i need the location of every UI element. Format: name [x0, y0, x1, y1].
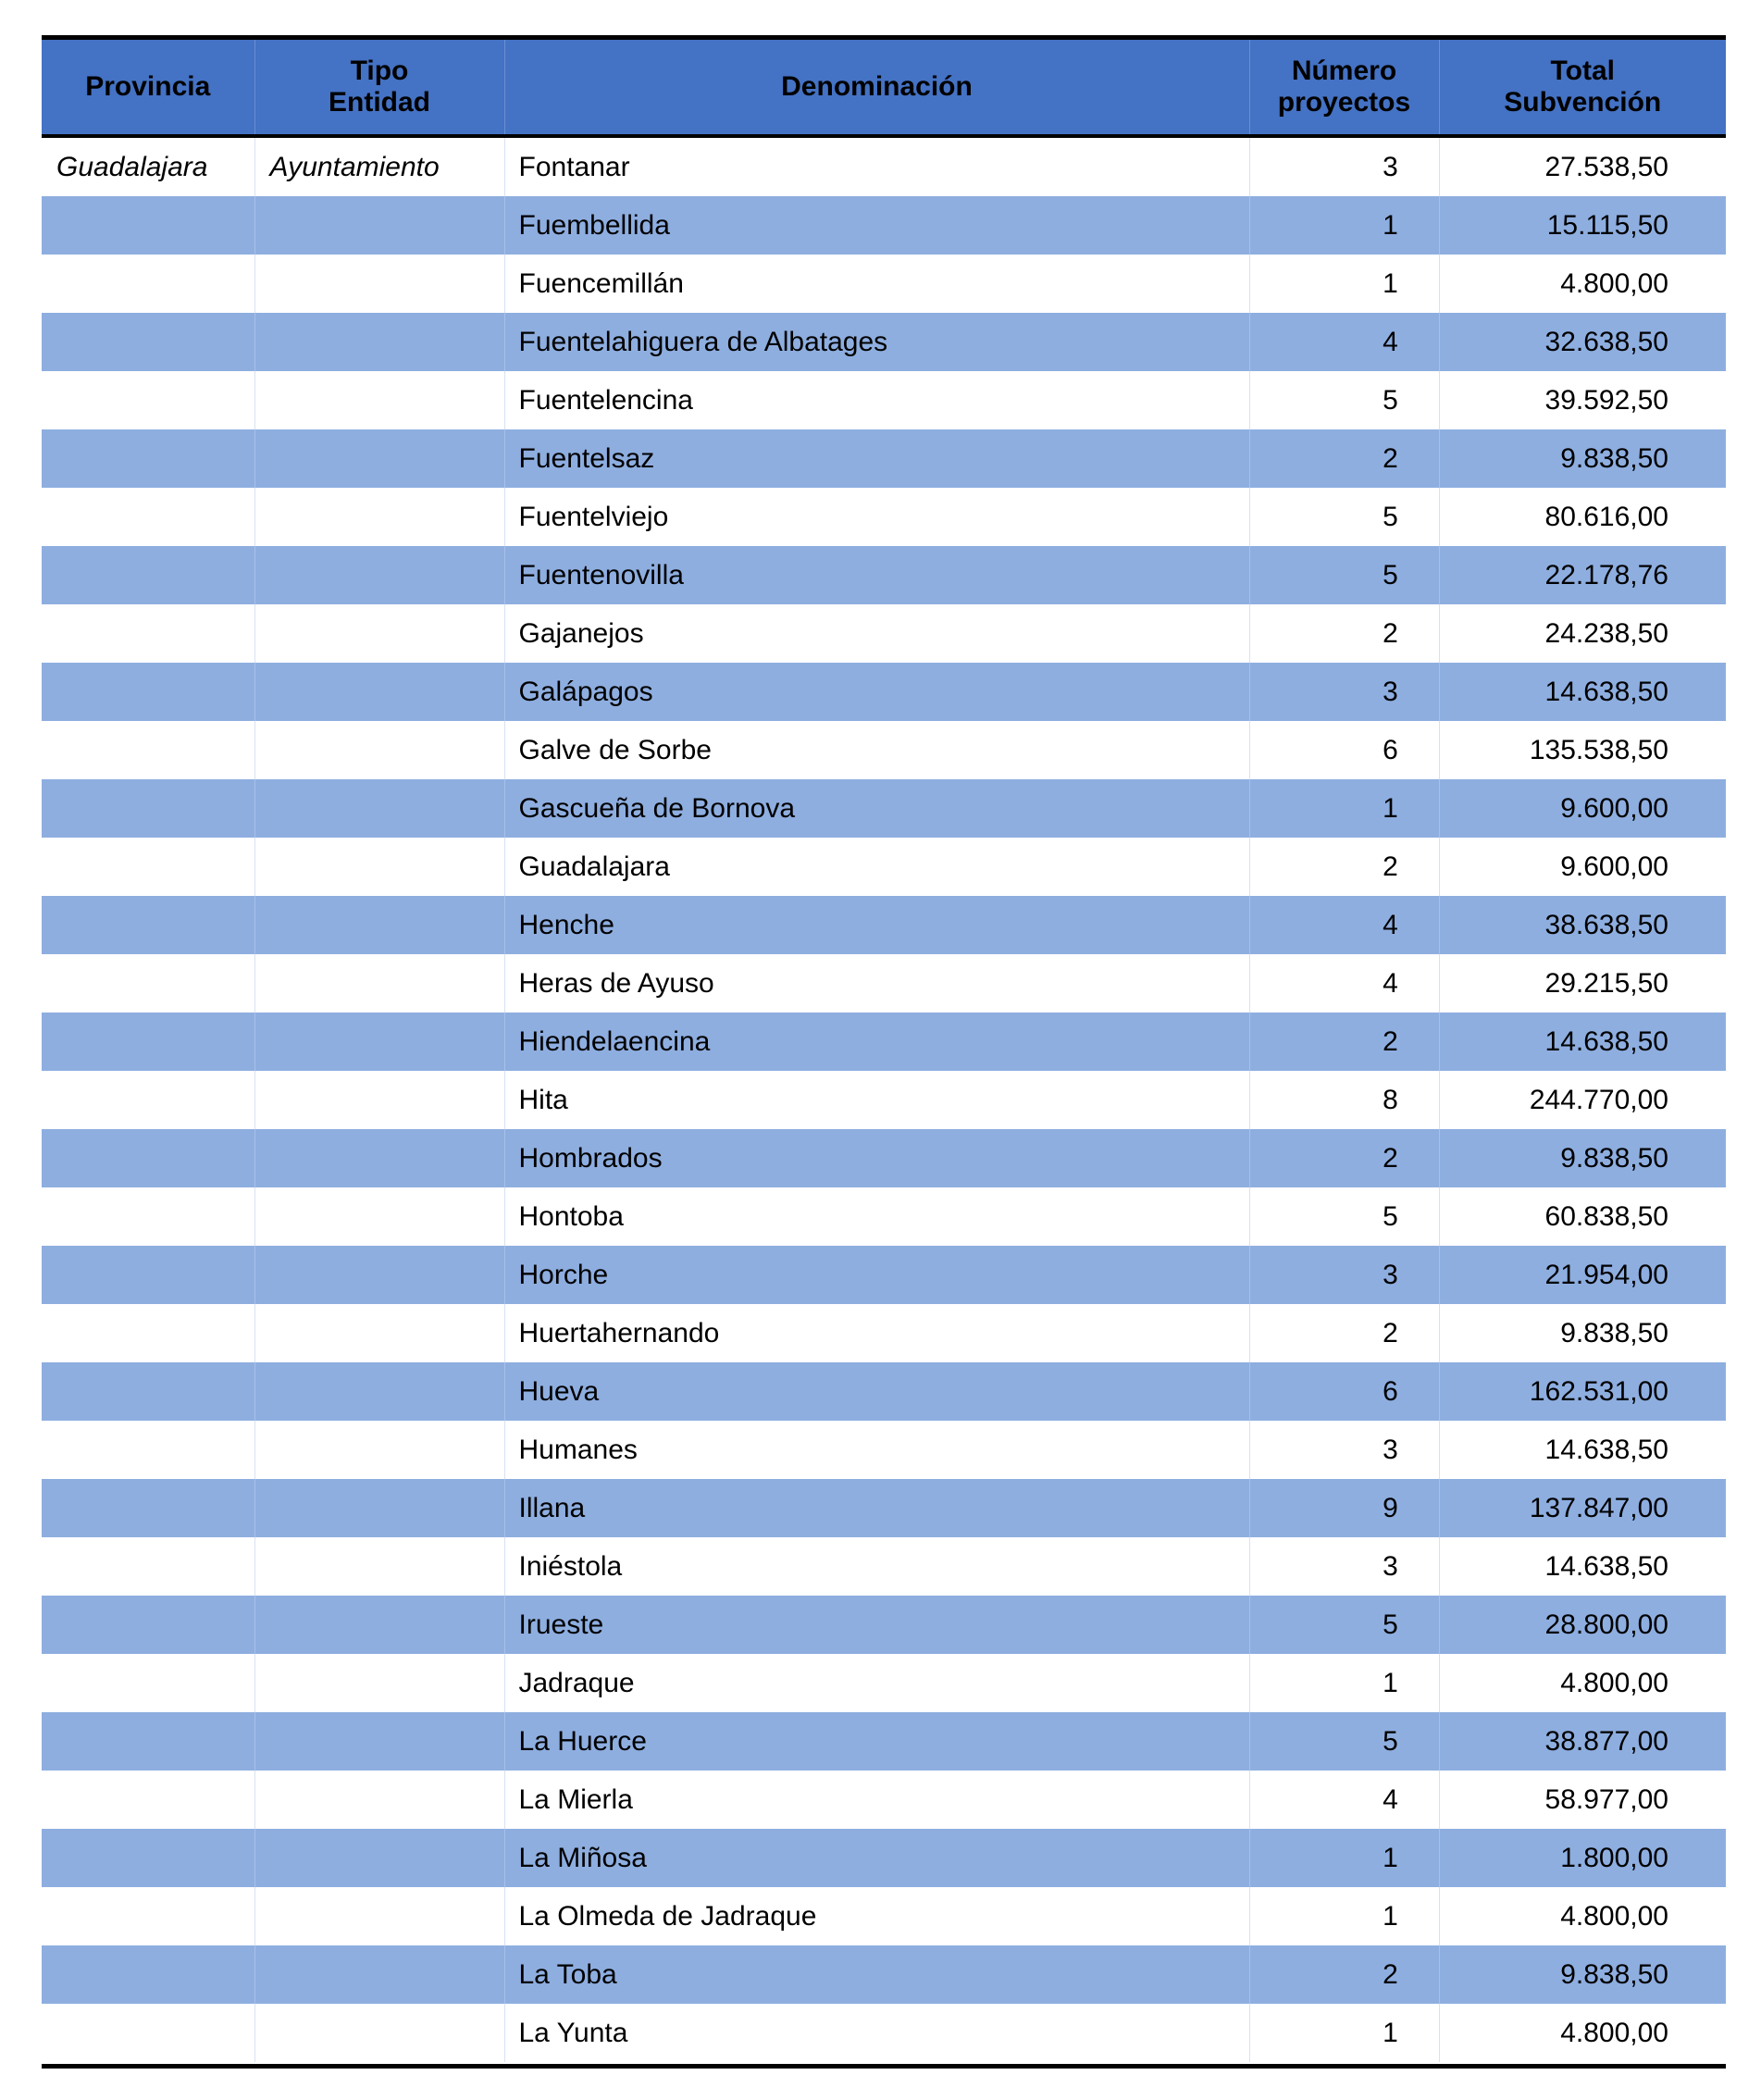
- header-total-subvencion-line2: Subvención: [1504, 87, 1662, 118]
- cell-total-subvencion: 14.638,50: [1439, 1013, 1726, 1071]
- cell-total-subvencion: 58.977,00: [1544, 1783, 1668, 1815]
- cell-provincia: [42, 954, 254, 1013]
- cell-numero-proyectos: 2: [1249, 838, 1439, 896]
- cell-numero-proyectos: 3: [1249, 1246, 1439, 1304]
- cell-denominacion: Fuentelencina: [504, 371, 1249, 429]
- cell-denominacion: La Miñosa: [504, 1829, 1249, 1887]
- table-row: [42, 1537, 1726, 1596]
- cell-denominacion: Gascueña de Bornova: [504, 779, 1249, 838]
- cell-denominacion: La Yunta: [504, 2004, 1249, 2062]
- cell-total-subvencion: 9.600,00: [1439, 779, 1726, 838]
- cell-tipo-entidad: [254, 1479, 504, 1537]
- cell-numero-proyectos: 2: [1249, 1129, 1439, 1187]
- cell-numero-proyectos: 5: [1249, 371, 1439, 429]
- cell-provincia: [42, 1596, 254, 1654]
- table-row: [42, 1129, 1726, 1187]
- cell-tipo-entidad: [254, 313, 504, 371]
- cell-tipo-entidad: [254, 721, 504, 779]
- cell-denominacion: Horche: [504, 1246, 1249, 1304]
- cell-tipo-entidad: [254, 896, 504, 954]
- cell-total-subvencion: 21.954,00: [1439, 1246, 1726, 1304]
- cell-denominacion: Fuencemillán: [504, 255, 1249, 313]
- table-row: [42, 1712, 1726, 1771]
- cell-tipo-entidad: [254, 663, 504, 721]
- cell-numero-proyectos: 3: [1249, 663, 1439, 721]
- table-row: [42, 1596, 1726, 1654]
- header-provincia-label: Provincia: [85, 71, 211, 102]
- table-header: [42, 40, 1726, 136]
- cell-tipo-entidad: [254, 196, 504, 255]
- cell-denominacion: Heras de Ayuso: [504, 954, 1249, 1013]
- cell-tipo-entidad: [254, 1304, 504, 1362]
- table-row: [42, 429, 1726, 488]
- cell-numero-proyectos: 5: [1249, 546, 1439, 604]
- cell-numero-proyectos: 1: [1249, 1887, 1439, 1945]
- cell-provincia: [42, 255, 254, 313]
- cell-numero-proyectos: 1: [1249, 1829, 1439, 1887]
- cell-numero-proyectos: 4: [1249, 1771, 1439, 1829]
- table-row: [42, 954, 1726, 1013]
- cell-numero-proyectos: 5: [1249, 488, 1439, 546]
- cell-tipo-entidad: [254, 838, 504, 896]
- cell-provincia: [42, 488, 254, 546]
- cell-tipo-entidad: [254, 1421, 504, 1479]
- cell-tipo-entidad: [254, 1654, 504, 1712]
- cell-provincia: [42, 429, 254, 488]
- cell-denominacion: Illana: [504, 1479, 1249, 1537]
- table-row: [42, 255, 1726, 313]
- cell-denominacion: Fuembellida: [504, 196, 1249, 255]
- header-provincia: [42, 40, 254, 136]
- cell-total-subvencion: 38.877,00: [1439, 1712, 1726, 1771]
- table-row: [42, 371, 1726, 429]
- cell-denominacion: Huertahernando: [504, 1304, 1249, 1362]
- table-row: [42, 896, 1726, 954]
- cell-denominacion: Jadraque: [504, 1654, 1249, 1712]
- table-row: [42, 1887, 1726, 1945]
- cell-numero-proyectos: 1: [1249, 196, 1439, 255]
- cell-tipo-entidad: [254, 1829, 504, 1887]
- cell-provincia: [42, 546, 254, 604]
- table-row: [42, 1071, 1726, 1129]
- table-row: [42, 1771, 1726, 1829]
- cell-tipo-entidad: [254, 1712, 504, 1771]
- cell-provincia: [42, 1421, 254, 1479]
- cell-provincia: [42, 196, 254, 255]
- table-row: [42, 604, 1726, 663]
- cell-denominacion: La Mierla: [504, 1771, 1249, 1829]
- cell-denominacion: Fuentelviejo: [504, 488, 1249, 546]
- cell-total-subvencion: 9.600,00: [1560, 851, 1668, 882]
- cell-total-subvencion: 80.616,00: [1544, 501, 1668, 532]
- cell-denominacion: Iniéstola: [504, 1537, 1249, 1596]
- cell-total-subvencion: 29.215,50: [1544, 967, 1668, 999]
- cell-denominacion: Hueva: [504, 1362, 1249, 1421]
- cell-total-subvencion: 27.538,50: [1544, 151, 1668, 182]
- cell-total-subvencion: 60.838,50: [1544, 1200, 1668, 1232]
- cell-numero-proyectos: 3: [1249, 1421, 1439, 1479]
- cell-tipo-entidad: [254, 1129, 504, 1187]
- table-row: [42, 136, 1726, 196]
- table-row: [42, 663, 1726, 721]
- cell-total-subvencion: 4.800,00: [1560, 1667, 1668, 1698]
- table-row: [42, 1362, 1726, 1421]
- cell-total-subvencion: 4.800,00: [1560, 267, 1668, 299]
- cell-tipo-entidad: [254, 604, 504, 663]
- cell-tipo-entidad: [254, 1771, 504, 1829]
- cell-total-subvencion: 24.238,50: [1544, 617, 1668, 649]
- cell-numero-proyectos: 2: [1249, 604, 1439, 663]
- table-row: [42, 2004, 1726, 2062]
- cell-provincia: [42, 1945, 254, 2004]
- cell-numero-proyectos: 2: [1249, 1945, 1439, 2004]
- cell-numero-proyectos: 2: [1249, 1013, 1439, 1071]
- cell-denominacion: Hombrados: [504, 1129, 1249, 1187]
- cell-provincia: [42, 1654, 254, 1712]
- cell-tipo-entidad: [254, 429, 504, 488]
- table-row: [42, 1479, 1726, 1537]
- table-row: [42, 313, 1726, 371]
- cell-total-subvencion: 22.178,76: [1439, 546, 1726, 604]
- cell-numero-proyectos: 3: [1249, 1537, 1439, 1596]
- cell-provincia: [42, 1129, 254, 1187]
- cell-denominacion: Galve de Sorbe: [504, 721, 1249, 779]
- cell-provincia: [42, 371, 254, 429]
- cell-provincia: [42, 838, 254, 896]
- header-numero-proyectos-line2: proyectos: [1277, 87, 1411, 118]
- table-row: [42, 488, 1726, 546]
- cell-tipo-entidad: [254, 2004, 504, 2062]
- cell-tipo-entidad: [254, 1013, 504, 1071]
- table-row: [42, 1421, 1726, 1479]
- cell-tipo-entidad: Ayuntamiento: [254, 136, 504, 196]
- cell-provincia: [42, 1187, 254, 1246]
- header-numero-proyectos-line1: Número: [1291, 56, 1397, 86]
- cell-provincia: [42, 896, 254, 954]
- cell-provincia: [42, 1362, 254, 1421]
- cell-provincia: [42, 1246, 254, 1304]
- cell-tipo-entidad: [254, 371, 504, 429]
- cell-provincia: [42, 1771, 254, 1829]
- cell-numero-proyectos: 5: [1249, 1596, 1439, 1654]
- cell-denominacion: Hontoba: [504, 1187, 1249, 1246]
- cell-denominacion: Hita: [504, 1071, 1249, 1129]
- cell-numero-proyectos: 9: [1249, 1479, 1439, 1537]
- table-row: [42, 1654, 1726, 1712]
- cell-denominacion: La Olmeda de Jadraque: [504, 1887, 1249, 1945]
- cell-provincia: [42, 1829, 254, 1887]
- cell-denominacion: Fuentelsaz: [504, 429, 1249, 488]
- cell-total-subvencion: 137.847,00: [1439, 1479, 1726, 1537]
- cell-total-subvencion: 9.838,50: [1439, 1945, 1726, 2004]
- cell-provincia: [42, 1537, 254, 1596]
- cell-provincia: [42, 1071, 254, 1129]
- header-denominacion-label: Denominación: [781, 71, 973, 102]
- table-row: [42, 1246, 1726, 1304]
- cell-total-subvencion: 135.538,50: [1529, 734, 1668, 765]
- cell-tipo-entidad: [254, 1362, 504, 1421]
- table-body: [42, 136, 1726, 2062]
- cell-provincia: [42, 1887, 254, 1945]
- header-total-subvencion-line1: Total: [1550, 56, 1615, 86]
- cell-denominacion: Gajanejos: [504, 604, 1249, 663]
- cell-total-subvencion: 14.638,50: [1544, 1550, 1668, 1582]
- subsidy-table: [42, 40, 1726, 2062]
- subsidy-table-container: [42, 35, 1726, 2069]
- table-row: [42, 196, 1726, 255]
- cell-denominacion: La Toba: [504, 1945, 1249, 2004]
- cell-provincia: [42, 779, 254, 838]
- cell-provincia: [42, 2004, 254, 2062]
- cell-total-subvencion: 38.638,50: [1439, 896, 1726, 954]
- cell-provincia: [42, 604, 254, 663]
- cell-total-subvencion: 1.800,00: [1439, 1829, 1726, 1887]
- cell-provincia: [42, 1304, 254, 1362]
- cell-numero-proyectos: 4: [1249, 896, 1439, 954]
- cell-provincia: [42, 313, 254, 371]
- cell-numero-proyectos: 1: [1249, 1654, 1439, 1712]
- cell-total-subvencion: 9.838,50: [1439, 429, 1726, 488]
- cell-numero-proyectos: 5: [1249, 1187, 1439, 1246]
- table-row: [42, 1013, 1726, 1071]
- cell-numero-proyectos: 1: [1249, 2004, 1439, 2062]
- cell-tipo-entidad: [254, 1945, 504, 2004]
- cell-denominacion: Humanes: [504, 1421, 1249, 1479]
- cell-total-subvencion: 15.115,50: [1439, 196, 1726, 255]
- cell-tipo-entidad: [254, 779, 504, 838]
- cell-numero-proyectos: 5: [1249, 1712, 1439, 1771]
- cell-provincia: Guadalajara: [42, 136, 254, 196]
- header-denominacion: [504, 40, 1249, 136]
- cell-numero-proyectos: 2: [1249, 1304, 1439, 1362]
- header-numero-proyectos: [1249, 40, 1439, 136]
- table-row: [42, 779, 1726, 838]
- cell-tipo-entidad: [254, 1537, 504, 1596]
- table-row: [42, 1829, 1726, 1887]
- header-tipo-entidad-line1: Tipo: [350, 56, 409, 86]
- cell-numero-proyectos: 6: [1249, 1362, 1439, 1421]
- cell-total-subvencion: 244.770,00: [1529, 1084, 1668, 1115]
- cell-denominacion: Henche: [504, 896, 1249, 954]
- cell-denominacion: Fontanar: [504, 136, 1249, 196]
- cell-total-subvencion: 162.531,00: [1439, 1362, 1726, 1421]
- cell-total-subvencion: 14.638,50: [1544, 1434, 1668, 1465]
- header-row: [42, 40, 1726, 136]
- table-row: [42, 1304, 1726, 1362]
- cell-tipo-entidad: [254, 255, 504, 313]
- cell-provincia: [42, 663, 254, 721]
- cell-tipo-entidad: [254, 1887, 504, 1945]
- cell-denominacion: Fuentenovilla: [504, 546, 1249, 604]
- table-row: [42, 546, 1726, 604]
- cell-denominacion: Guadalajara: [504, 838, 1249, 896]
- cell-denominacion: Fuentelahiguera de Albatages: [504, 313, 1249, 371]
- cell-total-subvencion: 39.592,50: [1544, 384, 1668, 416]
- cell-denominacion: La Huerce: [504, 1712, 1249, 1771]
- table-row: [42, 721, 1726, 779]
- cell-denominacion: Hiendelaencina: [504, 1013, 1249, 1071]
- cell-numero-proyectos: 8: [1249, 1071, 1439, 1129]
- cell-total-subvencion: 4.800,00: [1560, 2017, 1668, 2048]
- table-row: [42, 838, 1726, 896]
- cell-numero-proyectos: 2: [1249, 429, 1439, 488]
- cell-total-subvencion: 14.638,50: [1439, 663, 1726, 721]
- cell-total-subvencion: 9.838,50: [1439, 1129, 1726, 1187]
- cell-numero-proyectos: 1: [1249, 255, 1439, 313]
- cell-total-subvencion: 28.800,00: [1439, 1596, 1726, 1654]
- cell-tipo-entidad: [254, 954, 504, 1013]
- cell-numero-proyectos: 4: [1249, 954, 1439, 1013]
- cell-numero-proyectos: 1: [1249, 779, 1439, 838]
- cell-tipo-entidad: [254, 1246, 504, 1304]
- cell-tipo-entidad: [254, 488, 504, 546]
- header-tipo-entidad-line2: Entidad: [329, 87, 430, 118]
- cell-provincia: [42, 721, 254, 779]
- header-total-subvencion: [1439, 40, 1726, 136]
- cell-denominacion: Galápagos: [504, 663, 1249, 721]
- table-bottom-rule: [42, 2064, 1726, 2069]
- header-tipo-entidad: [254, 40, 504, 136]
- cell-tipo-entidad: [254, 546, 504, 604]
- cell-total-subvencion: 32.638,50: [1439, 313, 1726, 371]
- table-row: [42, 1945, 1726, 2004]
- cell-tipo-entidad: [254, 1071, 504, 1129]
- cell-provincia: [42, 1013, 254, 1071]
- cell-tipo-entidad: [254, 1187, 504, 1246]
- cell-total-subvencion: 9.838,50: [1560, 1317, 1668, 1348]
- table-row: [42, 1187, 1726, 1246]
- cell-denominacion: Irueste: [504, 1596, 1249, 1654]
- cell-tipo-entidad: [254, 1596, 504, 1654]
- cell-numero-proyectos: 3: [1249, 136, 1439, 196]
- cell-provincia: [42, 1479, 254, 1537]
- cell-numero-proyectos: 6: [1249, 721, 1439, 779]
- cell-total-subvencion: 4.800,00: [1560, 1900, 1668, 1932]
- cell-numero-proyectos: 4: [1249, 313, 1439, 371]
- cell-provincia: [42, 1712, 254, 1771]
